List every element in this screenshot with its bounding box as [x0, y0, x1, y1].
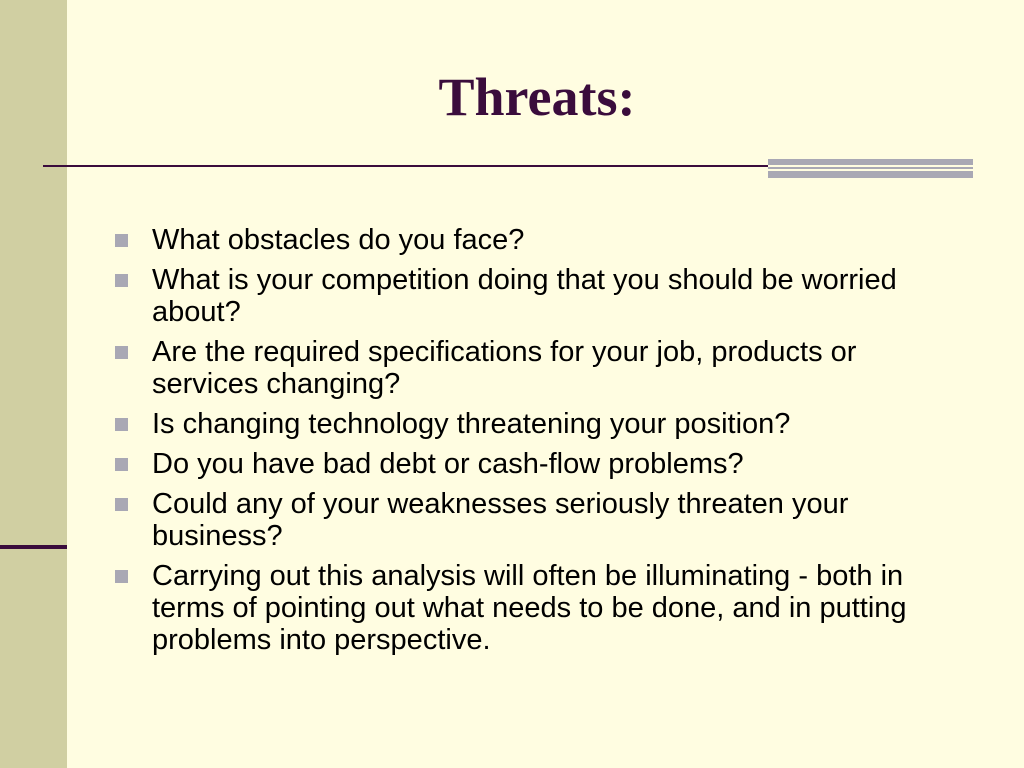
bullet-item: [115, 488, 965, 552]
square-bullet-icon: [115, 234, 128, 247]
bullet-text: Do you have bad debt or cash-flow problems?: [152, 448, 744, 480]
bullet-item: [115, 408, 965, 440]
square-bullet-icon: [115, 498, 128, 511]
bullet-item: [115, 224, 965, 256]
bullet-list: [115, 224, 965, 664]
title-underline-rule: [43, 165, 768, 167]
bullet-text: Carrying out this analysis will often be illuminating - both in terms of pointing out what needs to be done, and in putting problems into perspective.: [152, 560, 907, 656]
left-accent-line: [0, 545, 67, 549]
bullet-item: [115, 560, 965, 656]
square-bullet-icon: [115, 274, 128, 287]
bullet-item: [115, 336, 965, 400]
title-rule-grey-bars: [768, 159, 973, 178]
bullet-item: [115, 448, 965, 480]
bullet-text: Could any of your weaknesses seriously threaten your business?: [152, 488, 849, 552]
square-bullet-icon: [115, 418, 128, 431]
bullet-text: What obstacles do you face?: [152, 224, 525, 256]
square-bullet-icon: [115, 570, 128, 583]
bullet-text: Is changing technology threatening your position?: [152, 408, 791, 440]
bullet-text: What is your competition doing that you should be worried about?: [152, 264, 897, 328]
bullet-text: Are the required specifications for your job, products or services changing?: [152, 336, 857, 400]
bullet-item: [115, 264, 965, 328]
slide-title: Threats:: [438, 67, 636, 127]
square-bullet-icon: [115, 346, 128, 359]
square-bullet-icon: [115, 458, 128, 471]
